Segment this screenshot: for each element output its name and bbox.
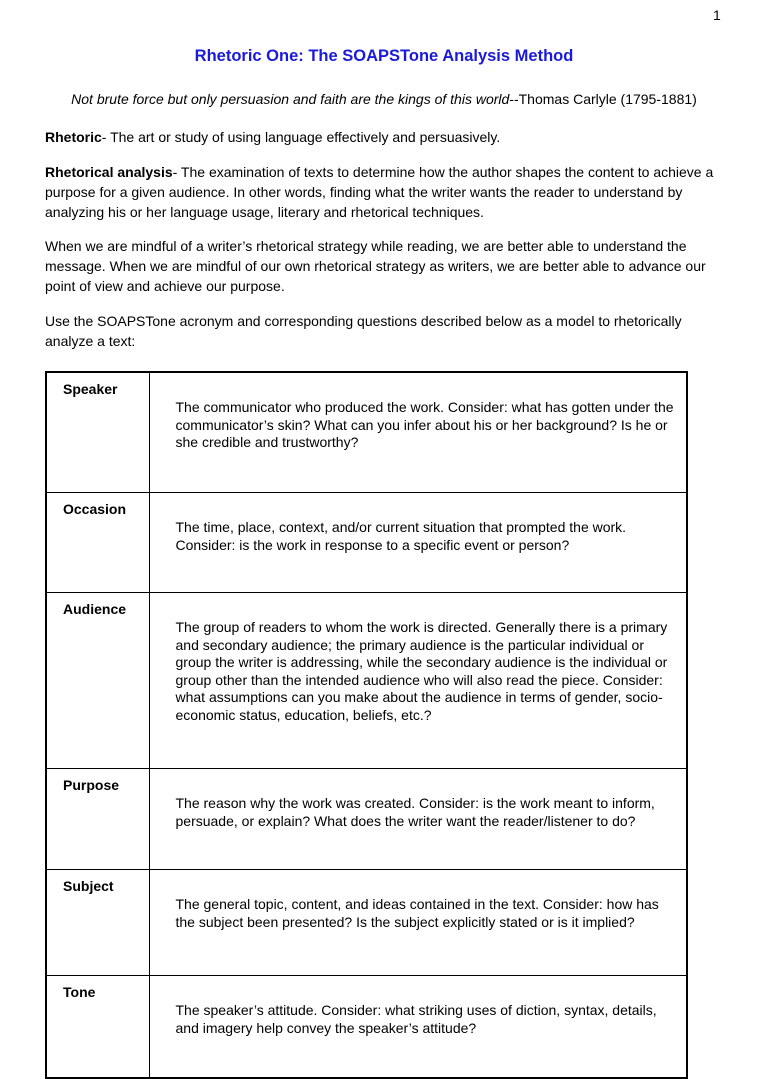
instructions-paragraph: Use the SOAPSTone acronym and corresponding questions described below as a model to rhetorically analyze a text: bbox=[45, 313, 682, 349]
term-occasion: Occasion bbox=[46, 493, 149, 593]
epigraph-quote bbox=[0, 91, 768, 107]
description-subject: The general topic, content, and ideas contained in the text. Consider: how has the subject been presented? Is the subject explicitly stated or is it implied? bbox=[149, 870, 687, 976]
definition-rhetoric-term: Rhetoric bbox=[45, 129, 102, 145]
description-speaker: The communicator who produced the work. Consider: what has gotten under the communicator’s skin? What can you infer about his or her background? Is he or she credible and trustworthy? bbox=[149, 372, 687, 493]
quote-attribution: --Thomas Carlyle (1795-1881) bbox=[509, 91, 697, 107]
table-row bbox=[46, 372, 687, 493]
definition-rhetorical-analysis bbox=[45, 162, 717, 222]
term-tone: Tone bbox=[46, 976, 149, 1079]
table-row bbox=[46, 976, 687, 1079]
soapstone-table bbox=[45, 371, 688, 1079]
definition-rhetoric-text: - The art or study of using language effectively and persuasively. bbox=[101, 129, 501, 145]
page-number: 1 bbox=[713, 7, 721, 23]
term-purpose: Purpose bbox=[46, 769, 149, 870]
term-speaker: Speaker bbox=[46, 372, 149, 493]
term-audience: Audience bbox=[46, 593, 149, 769]
table-row bbox=[46, 593, 687, 769]
description-audience: The group of readers to whom the work is directed. Generally there is a primary and secondary audience; the primary audience is the particular individual or group the writer is addressing, while the secondary audience is the individual or group other than the intended audience who will also read the piece. Consider: what assumptions can you make about the audience in terms of gender, socio-economic status, education, beliefs, etc.? bbox=[149, 593, 687, 769]
table-row bbox=[46, 769, 687, 870]
description-purpose: The reason why the work was created. Consider: is the work meant to inform, persuade, or explain? What does the writer want the reader/listener to do? bbox=[149, 769, 687, 870]
definition-rhetoric bbox=[45, 127, 717, 147]
table-row bbox=[46, 493, 687, 593]
page-title: Rhetoric One: The SOAPSTone Analysis Method bbox=[194, 47, 574, 65]
description-tone: The speaker’s attitude. Consider: what striking uses of diction, syntax, details, and imagery help convey the speaker’s attitude? bbox=[149, 976, 687, 1079]
definition-analysis-term: Rhetorical analysis bbox=[45, 164, 173, 180]
definition-analysis-text: - The examination of texts to determine how the author shapes the content to achieve a purpose for a given audience. In other words, finding what the writer wants the reader to understand by analyzing his or her language usage, literary and rhetorical techniques. bbox=[45, 164, 714, 220]
description-occasion: The time, place, context, and/or current situation that prompted the work. Consider: is the work in response to a specific event or person? bbox=[149, 493, 687, 593]
quote-text: Not brute force but only persuasion and faith are the kings of this world bbox=[71, 91, 510, 107]
table-row bbox=[46, 870, 687, 976]
mindful-paragraph: When we are mindful of a writer’s rhetorical strategy while reading, we are better able to understand the message. When we are mindful of our own rhetorical strategy as writers, we are better able to advance our point of view and achieve our purpose. bbox=[45, 238, 706, 294]
term-subject: Subject bbox=[46, 870, 149, 976]
